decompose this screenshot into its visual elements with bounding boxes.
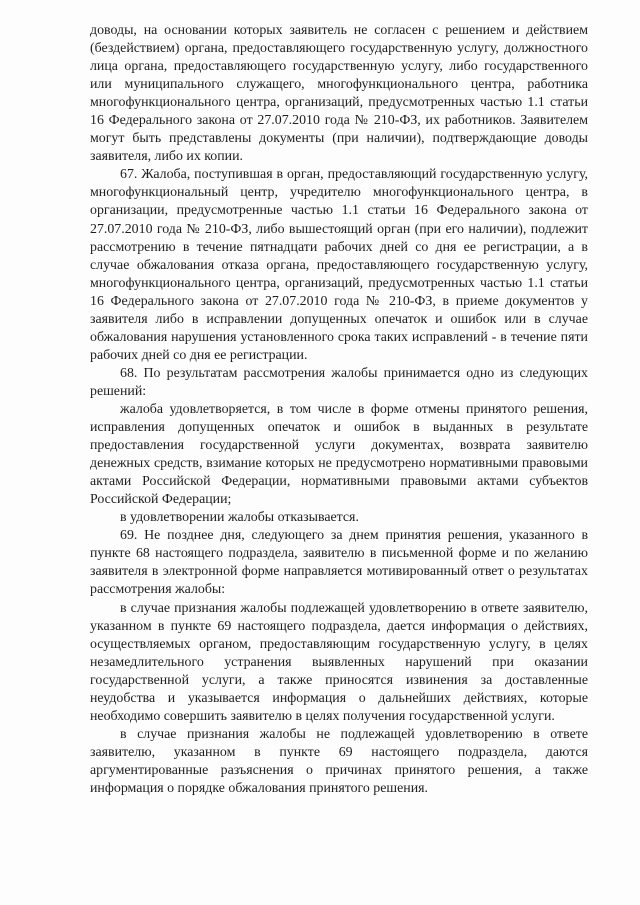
paragraph-69-case-refused: в случае признания жалобы не подлежащей удовлетворению в ответе заявителю, указанном в пункте 69 настоящего подраздела, даются аргументированные разъяснения о причинах принятого решения, а также информация о порядке обжалования принятого решения. — [90, 726, 588, 796]
paragraph-68: 68. По результатам рассмотрения жалобы принимается одно из следующих решений: — [90, 365, 588, 399]
paragraph-68-option-refused: в удовлетворении жалобы отказывается. — [120, 510, 359, 526]
paragraph-continuation: доводы, на основании которых заявитель не согласен с решением и действием (бездействием) органа, предоставляющего государственную услугу, должностного лица органа, предоставляющего государственную услугу, либо государственного или муниципального служащего, многофункционального центра, работника многофункционального центра, организаций, предусмотренных частью 1.1 статьи 16 Федерального закона от 27.07.2010 года № 210-ФЗ, их работников. Заявителем могут быть представлены документы (при наличии), подтверждающие доводы заявителя, либо их копии. — [90, 23, 588, 165]
paragraph-69: 69. Не позднее дня, следующего за днем принятия решения, указанного в пункте 68 настоящего подраздела, заявителю в письменной форме и по желанию заявителя в электронной форме направляется мотивированный ответ о результатах рассмотрения жалобы: — [90, 528, 588, 598]
paragraph-69-case-satisfied: в случае признания жалобы подлежащей удовлетворению в ответе заявителю, указанном в пункте 69 настоящего подраздела, дается информация о действиях, осуществляемых органом, предоставляющим государственную услугу, в целях незамедлительного устранения выявленных нарушений при оказании государственной услуги, а также приносятся извинения за доставленные неудобства и указывается информация о дальнейших действиях, которые необходимо совершить заявителю в целях получения государственной услуги. — [90, 600, 588, 724]
paragraph-68-option-satisfied: жалоба удовлетворяется, в том числе в форме отмены принятого решения, исправления допущенных опечаток и ошибок в выданных в результате предоставления государственной услуги документах, возврата заявителю денежных средств, взимание которых не предусмотрено нормативными правовыми актами Российской Федерации, нормативными правовыми актами субъектов Российской Федерации; — [90, 401, 588, 508]
paragraph-67: 67. Жалоба, поступившая в орган, предоставляющий государственную услугу, многофункциональный центр, учредителю многофункционального центра, в организации, предусмотренные частью 1.1 статьи 16 Федерального закона от 27.07.2010 года № 210-ФЗ, либо вышестоящий орган (при его наличии), подлежит рассмотрению в течение пятнадцати рабочих дней со дня ее регистрации, а в случае обжалования отказа органа, предоставляющего государственную услугу, многофункционального центра, организаций, предусмотренных частью 1.1 статьи 16 Федерального закона от 27.07.2010 года № 210-ФЗ, в приеме документов у заявителя либо в исправлении допущенных опечаток и ошибок или в случае обжалования нарушения установленного срока таких исправлений - в течение пяти рабочих дней со дня ее регистрации. — [90, 167, 588, 363]
